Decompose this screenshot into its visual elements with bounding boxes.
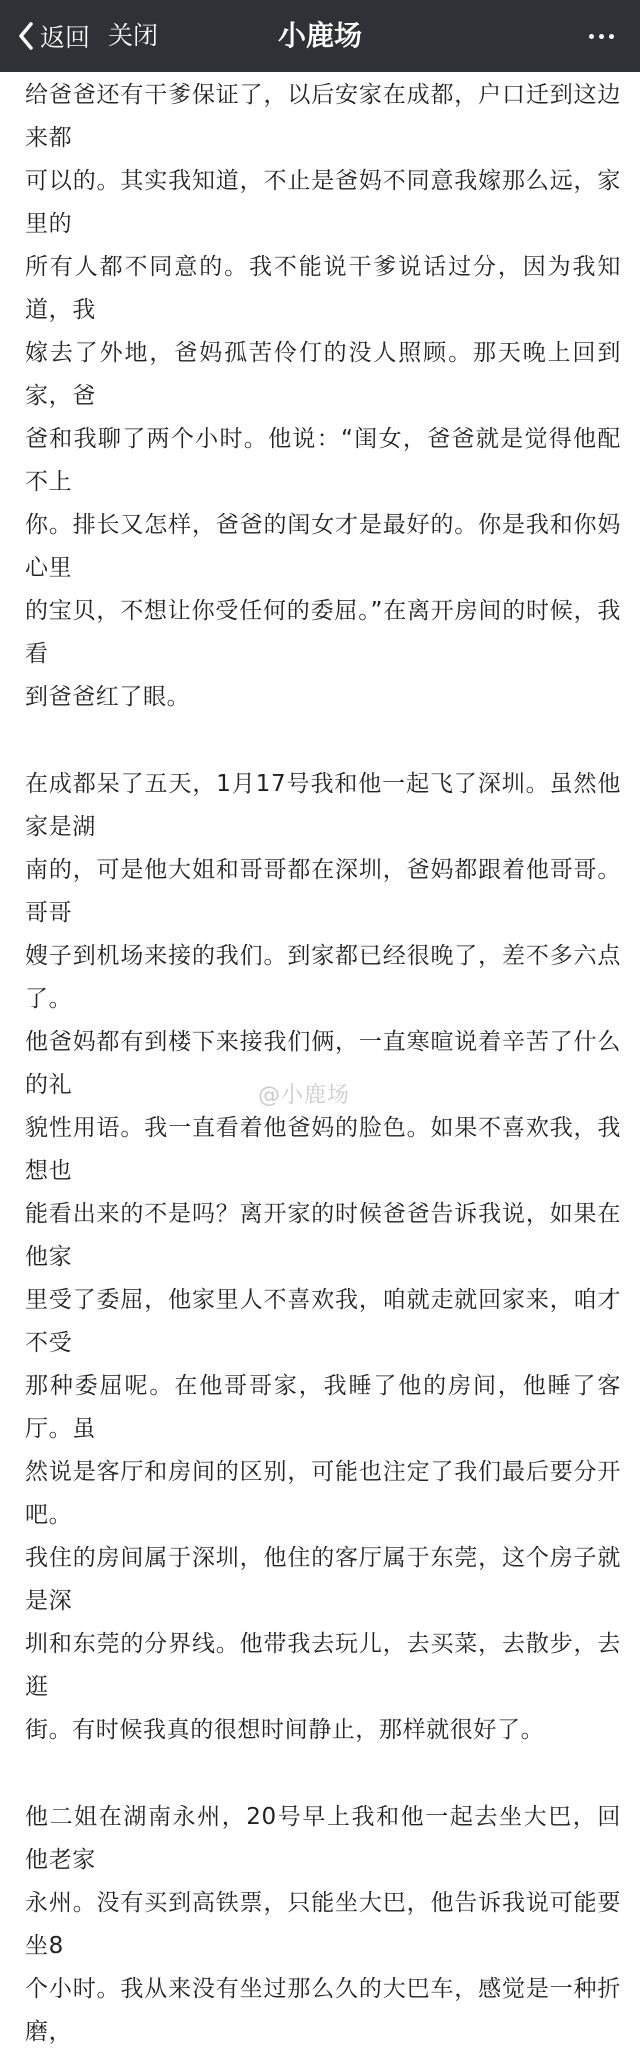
article-body [25, 72, 621, 2054]
text-line: 所有人都不同意的。我不能说干爹说话过分，因为我知道，我 [25, 254, 621, 323]
text-line: 可以的。其实我知道，不止是爸妈不同意我嫁那么远，家里的 [25, 168, 621, 237]
article-paragraph [25, 763, 621, 1752]
text-line: 你。排长又怎样，爸爸的闺女才是最好的。你是我和你妈心里 [25, 512, 621, 581]
text-line: 个小时。我从来没有坐过那么久的大巴车，感觉是一种折磨， [25, 1976, 621, 2045]
text-line: 圳和东莞的分界线。他带我去玩儿，去买菜，去散步，去逛 [25, 1631, 621, 1700]
article-paragraph [25, 1796, 621, 2054]
watermark: @小鹿场 [258, 1083, 351, 1108]
text-line: 南的，可是他大姐和哥哥都在深圳，爸妈都跟着他哥哥。哥哥 [25, 857, 621, 926]
text-line: 的宝贝，不想让你受任何的委屈。”在离开房间的时候，我看 [25, 598, 621, 667]
article-paragraph [25, 72, 621, 719]
text-line: 街。有时候我真的很想时间静止，那样就很好了。 [25, 1717, 545, 1743]
back-button[interactable] [18, 0, 90, 72]
text-line: 我住的房间属于深圳，他住的客厅属于东莞，这个房子就是深 [25, 1545, 621, 1614]
text-line: 他爸妈都有到楼下来接我们俩，一直寒暄说着辛苦了什么的礼 [25, 1029, 621, 1098]
top-navigation-bar [0, 0, 640, 72]
chevron-left-icon [18, 22, 34, 50]
text-line: 他二姐在湖南永州，20号早上我和他一起去坐大巴，回他老家 [25, 1804, 621, 1873]
close-button[interactable]: 关闭 [108, 21, 159, 50]
text-line: 在成都呆了五天，1月17号我和他一起飞了深圳。虽然他家是湖 [25, 771, 621, 840]
text-line: 爸和我聊了两个小时。他说：“闺女，爸爸就是觉得他配不上 [25, 426, 621, 495]
text-line: 永州。没有买到高铁票，只能坐大巴，他告诉我说可能要坐8 [25, 1890, 621, 1959]
text-line: 嫂子到机场来接的我们。到家都已经很晚了，差不多六点了。 [25, 943, 621, 1012]
text-line: 到爸爸红了眼。 [25, 684, 191, 710]
text-line: 里受了委屈，他家里人不喜欢我，咱就走就回家来，咱才不受 [25, 1287, 621, 1356]
text-line: 貌性用语。我一直看着他爸妈的脸色。如果不喜欢我，我想也 [25, 1115, 621, 1184]
back-label: 返回 [40, 23, 91, 52]
text-line: 然说是客厅和房间的区别，可能也注定了我们最后要分开吧。 [25, 1459, 621, 1528]
text-line: 那种委屈呢。在他哥哥家，我睡了他的房间，他睡了客厅。虽 [25, 1373, 621, 1442]
text-line: 给爸爸还有干爹保证了，以后安家在成都，户口迁到这边来都 [25, 82, 621, 151]
more-dots-icon[interactable] [584, 0, 614, 72]
text-line: 嫁去了外地，爸妈孤苦伶仃的没人照顾。那天晚上回到家，爸 [25, 340, 621, 409]
text-line: 能看出来的不是吗？离开家的时候爸爸告诉我说，如果在他家 [25, 1201, 621, 1270]
page-title: 小鹿场 [277, 19, 362, 52]
